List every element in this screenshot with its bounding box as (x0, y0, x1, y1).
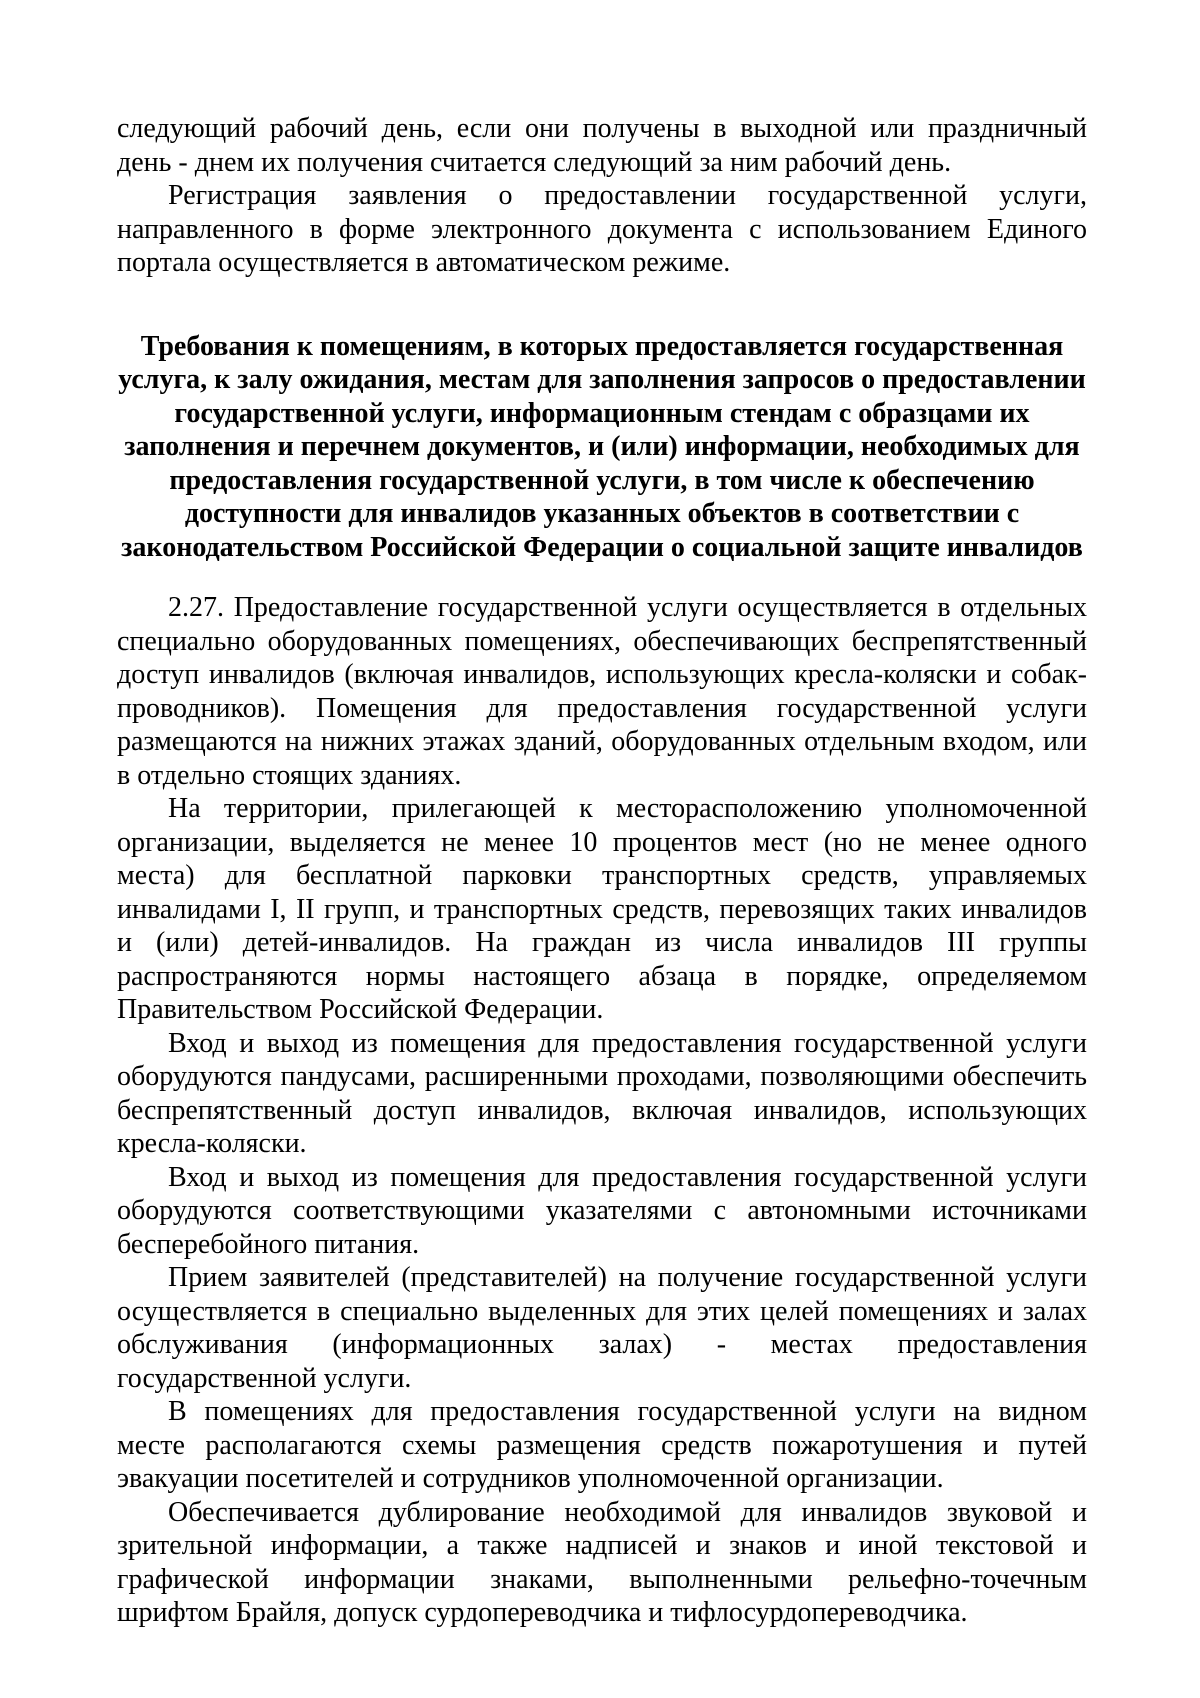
paragraph-evacuation: В помещениях для предоставления государственной услуги на видном месте располагаются схемы размещения средств пожаротушения и путей эвакуации посетителей и сотрудников уполномоченной организации. (117, 1396, 1087, 1494)
paragraph-reception: Прием заявителей (представителей) на получение государственной услуги осуществляется в специально выделенных для этих целей помещениях и залах обслуживания (информационных залах) - местах предоставления государственной услуги. (117, 1262, 1087, 1394)
heading-spacer (117, 564, 1087, 591)
document-page (117, 112, 1087, 1630)
paragraph-signs: Вход и выход из помещения для предоставления государственной услуги оборудуются соответствующими указателями с автономными источниками бесперебойного питания. (117, 1161, 1087, 1260)
paragraph-braille: Обеспечивается дублирование необходимой для инвалидов звуковой и зрительной информации, а также надписей и знаков и иной текстовой и графической информации знаками, выполненными рельефно-точечным шрифтом Брайля, допуск сурдопереводчика и тифлосурдопереводчика. (117, 1496, 1087, 1628)
paragraph-ramps: Вход и выход из помещения для предоставления государственной услуги оборудуются пандусами, расширенными проходами, позволяющими обеспечить беспрепятственный доступ инвалидов, включая инвалидов, использующих кресла-коляски. (117, 1027, 1087, 1159)
paragraph-continuation: следующий рабочий день, если они получены в выходной или праздничный день - днем их получения считается следующий за ним рабочий день. (117, 113, 1087, 178)
paragraph-parking: На территории, прилегающей к месторасположению уполномоченной организации, выделяется не менее 10 процентов мест (но не менее одного места) для бесплатной парковки транспортных средств, управляемых инвалидами I, II групп, и транспортных средств, перевозящих таких инвалидов и (или) детей-инвалидов. На граждан из числа инвалидов III группы распространяются нормы настоящего абзаца в порядке, определяемом Правительством Российской Федерации. (117, 793, 1087, 1025)
paragraph-registration: Регистрация заявления о предоставлении государственной услуги, направленного в форме электронного документа с использованием Единого портала осуществляется в автоматическом режиме. (117, 180, 1087, 278)
paragraph-2-27: 2.27. Предоставление государственной услуги осуществляется в отдельных специально оборудованных помещениях, обеспечивающих беспрепятственный доступ инвалидов (включая инвалидов, использующих кресла-коляски и собак-проводников). Помещения для предоставления государственной услуги размещаются на нижних этажах зданий, оборудованных отдельным входом, или в отдельно стоящих зданиях. (117, 592, 1087, 791)
section-heading: Требования к помещениям, в которых предоставляется государственная услуга, к залу ожидания, местам для заполнения запросов о предоставлении государственной услуги, информационным стендам с образцами их заполнения и перечнем документов, и (или) информации, необходимых для предоставления государственной услуги, в том числе к обеспечению доступности для инвалидов указанных объектов в соответствии с законодательством Российской Федерации о социальной защите инвалидов (118, 330, 1086, 563)
